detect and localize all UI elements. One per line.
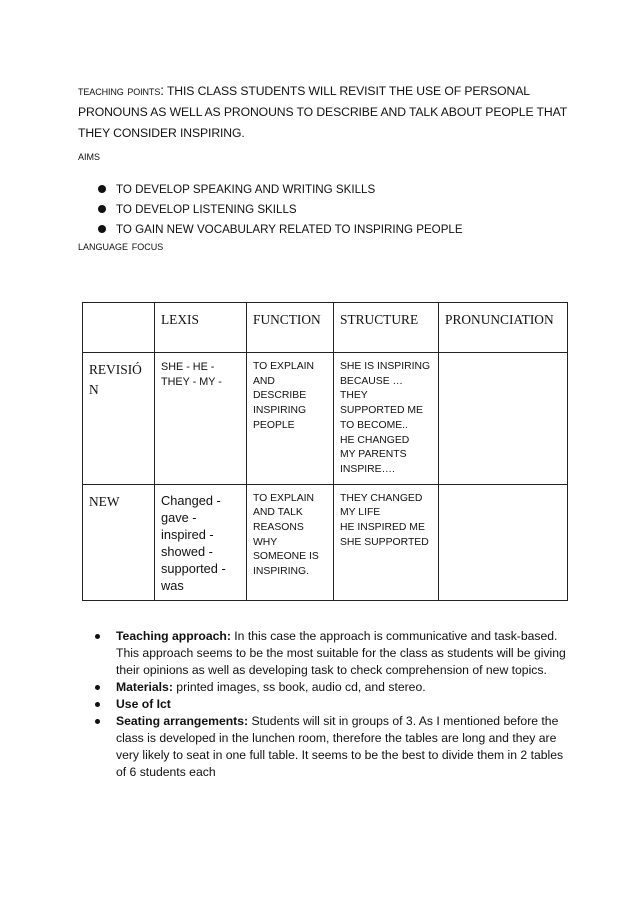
- teaching-points-paragraph: [78, 80, 568, 144]
- note-teaching-approach: [82, 628, 567, 679]
- note-text: In this case the approach is communicative and task-based. This approach seems to be the most suitable for the class as students will be giving their opinions as well as developing task to check comprehension of new topics.: [116, 629, 566, 677]
- table-row: [83, 484, 568, 600]
- note-text: Students will sit in groups of 3. As I mentioned before the class is developed in the lunchen room, therefore the tables are long and they are very likely to seat in one full table. It seems to be the best to divide them in 2 tables of 6 students each: [116, 714, 564, 779]
- structure-line: THEY SUPPORTED ME TO BECOME..: [340, 390, 423, 431]
- structure-line: SHE SUPPORTED: [340, 536, 429, 548]
- language-focus-table: [82, 302, 568, 601]
- note-use-of-ict: [82, 696, 567, 713]
- aims-heading: aims: [78, 148, 101, 163]
- lexis-cell: SHE - HE - THEY - MY -: [155, 353, 247, 485]
- teaching-points-label: teaching points:: [78, 83, 164, 98]
- pronunciation-cell: [439, 484, 568, 600]
- note-seating-arrangements: [82, 713, 567, 781]
- lexis-cell: Changed - gave - inspired - showed - supported - was: [155, 484, 247, 600]
- note-label: Materials:: [116, 680, 173, 694]
- aims-list: [78, 180, 463, 240]
- table-row: [83, 353, 568, 485]
- table-header-row: [83, 303, 568, 353]
- structure-line: THEY CHANGED MY LIFE: [340, 492, 423, 519]
- structure-line: HE CHANGED: [340, 434, 410, 446]
- header-cell-function: FUNCTION: [247, 303, 334, 353]
- aim-item: TO GAIN NEW VOCABULARY RELATED TO INSPIRING PEOPLE: [78, 220, 463, 240]
- note-label: Use of Ict: [116, 697, 171, 711]
- structure-cell: [334, 353, 439, 485]
- pronunciation-cell: [439, 353, 568, 485]
- row-label-new: NEW: [83, 484, 155, 600]
- aim-item: TO DEVELOP SPEAKING AND WRITING SKILLS: [78, 180, 463, 200]
- function-cell: TO EXPLAIN AND TALK REASONS WHY SOMEONE IS INSPIRING.: [247, 484, 334, 600]
- header-cell-structure: STRUCTURE: [334, 303, 439, 353]
- row-label-revision: REVISIÓN: [83, 353, 155, 485]
- note-label: Teaching approach:: [116, 629, 231, 643]
- header-cell-lexis: LEXIS: [155, 303, 247, 353]
- teaching-points-text: THIS CLASS STUDENTS WILL REVISIT THE USE OF PERSONAL PRONOUNS AS WELL AS PRONOUNS TO DESCRIBE AND TALK ABOUT PEOPLE THAT THEY CONSIDER INSPIRING.: [78, 84, 567, 140]
- structure-line: HE INSPIRED ME: [340, 522, 425, 534]
- notes-list: [82, 628, 567, 781]
- note-label: Seating arrangements:: [116, 714, 249, 728]
- header-cell-pronunciation: PRONUNCIATION: [439, 303, 568, 353]
- structure-cell: [334, 484, 439, 600]
- language-focus-heading: language focus: [78, 238, 164, 253]
- function-cell: TO EXPLAIN AND DESCRIBE INSPIRING PEOPLE: [247, 353, 334, 485]
- structure-line: SHE IS INSPIRING BECAUSE …: [340, 361, 431, 387]
- note-text: printed images, ss book, audio cd, and stereo.: [172, 680, 426, 694]
- note-materials: [82, 679, 567, 696]
- structure-line: MY PARENTS INSPIRE….: [340, 449, 407, 475]
- aim-item: TO DEVELOP LISTENING SKILLS: [78, 200, 463, 220]
- header-cell-empty: [83, 303, 155, 353]
